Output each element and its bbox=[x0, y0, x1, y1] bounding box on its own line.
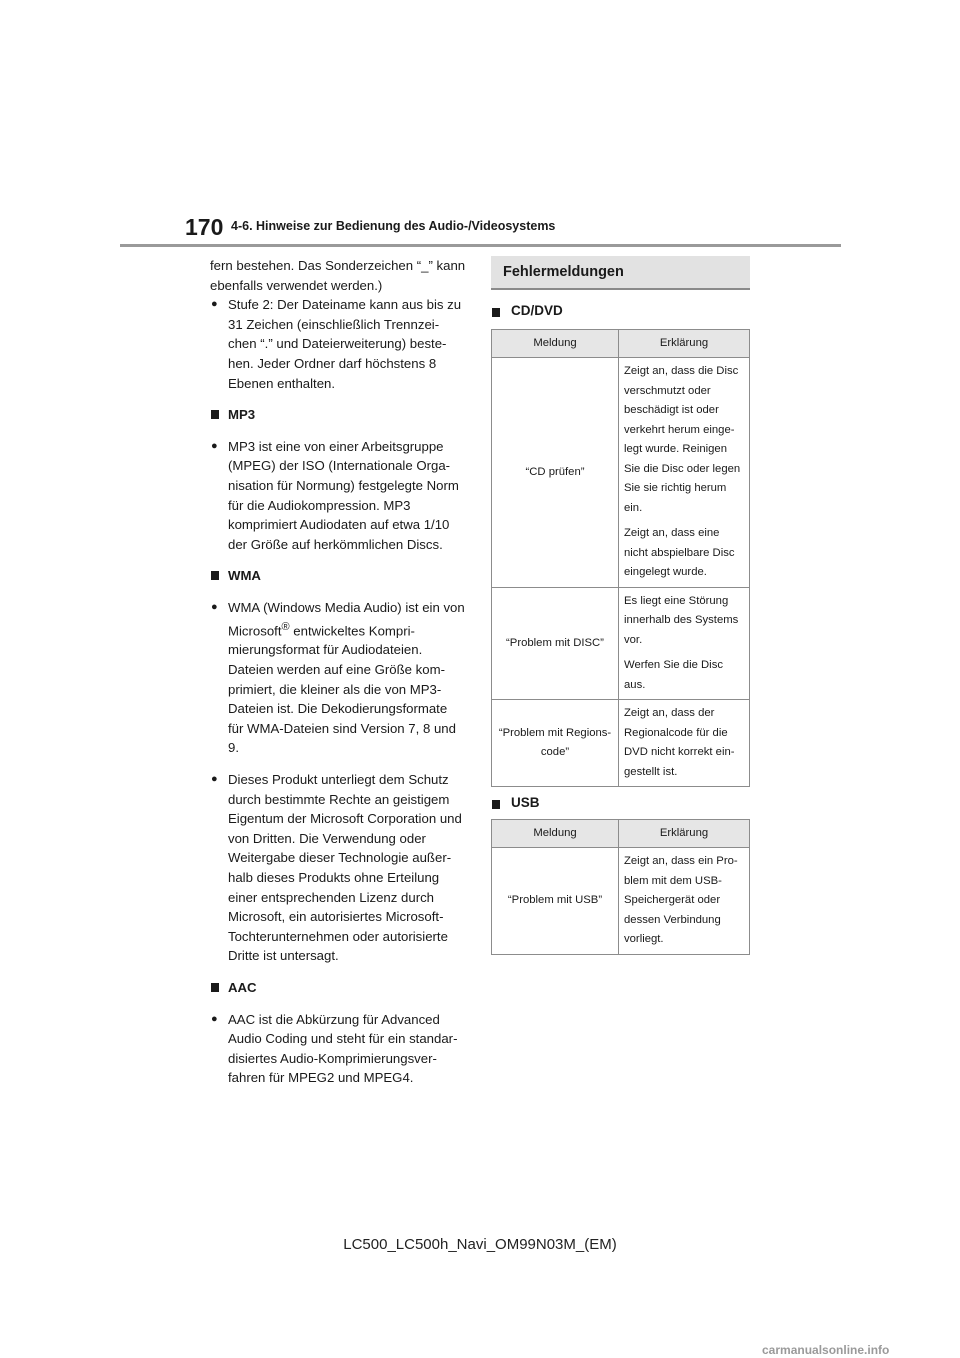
square-bullet-icon bbox=[492, 800, 500, 809]
bullet-item bbox=[210, 1010, 466, 1088]
bullet-text: Dieses Produkt unterliegt dem Schutz durch bestimmte Rechte an geistigem Eigentum der Microsoft Corporation und von Dritten. Die Verwendung oder Weitergabe dieser Technologie außer-halb dieses Produkts ohne Erteilung einer entsprechenden Lizenz durch Microsoft, ein autorisiertes Microsoft-Tochterunternehmen oder autorisierte Dritte ist untersagt. bbox=[228, 772, 462, 964]
subheading-text: CD/DVD bbox=[511, 303, 563, 318]
usb-table bbox=[491, 819, 750, 955]
table-row bbox=[492, 700, 750, 787]
bullet-icon: ● bbox=[211, 298, 218, 311]
square-bullet-icon bbox=[211, 983, 219, 992]
cd-dvd-table bbox=[491, 329, 750, 787]
table-header-row bbox=[492, 330, 750, 358]
bullet-item bbox=[210, 295, 466, 393]
cd-table-body bbox=[492, 358, 750, 787]
watermark: carmanualsonline.info bbox=[762, 1343, 890, 1357]
message-cell: “Problem mit DISC” bbox=[492, 587, 619, 700]
message-cell: “Problem mit USB” bbox=[492, 848, 619, 955]
explanation-cell bbox=[619, 700, 750, 787]
bullet-text: Stufe 2: Der Dateiname kann aus bis zu 31 Zeichen (einschließlich Trennzei-chen “.” und Dateierweiterung) beste-hen. Jeder Ordner darf höchstens 8 Ebenen enthalten. bbox=[228, 297, 462, 391]
explanation-paragraph: Zeigt an, dass ein Pro-blem mit dem USB-Speichergerät oder dessen Verbindung vorliegt. bbox=[624, 855, 738, 945]
explanation-paragraph: Werfen Sie die Disc aus. bbox=[624, 659, 723, 691]
header-divider bbox=[120, 244, 841, 247]
table-header-row bbox=[492, 820, 750, 848]
message-cell: “Problem mit Regions-code” bbox=[492, 700, 619, 787]
table-row bbox=[492, 848, 750, 955]
left-column bbox=[210, 256, 466, 1100]
section-heading-aac bbox=[210, 978, 466, 998]
manual-id: LC500_LC500h_Navi_OM99N03M_(EM) bbox=[343, 1236, 617, 1253]
subheading-text: USB bbox=[511, 795, 540, 810]
chapter-title: 4-6. Hinweise zur Bedienung des Audio-/Videosystems bbox=[231, 219, 556, 233]
square-bullet-icon bbox=[211, 571, 219, 580]
heading-text: AAC bbox=[228, 979, 257, 995]
table-row bbox=[492, 358, 750, 588]
bullet-item bbox=[210, 598, 466, 758]
explanation-paragraph: Zeigt an, dass die Disc verschmutzt oder beschädigt ist oder verkehrt herum einge-legt wurde. Reinigen Sie die Disc oder legen Sie sie richtig herum ein. bbox=[624, 365, 741, 514]
bullet-text: AAC ist die Abkürzung für Advanced Audio Coding und steht für ein standar-disiertes Audio-Komprimierungsver-fahren für MPEG2 und MPEG4. bbox=[228, 1011, 458, 1086]
wma-text-part-b: entwickeltes Kompri-mierungsformat für Audiodateien. Dateien werden auf eine Größe kom-primiert, die kleiner als die von MP3-Dateien ist. Die Dekodierungsformate für WMA-Dateien sind Version 7, 8 und 9. bbox=[228, 622, 456, 756]
square-bullet-icon bbox=[492, 308, 500, 317]
bullet-icon: ● bbox=[211, 773, 218, 786]
explanation-cell bbox=[619, 358, 750, 588]
bullet-item bbox=[210, 770, 466, 966]
registered-mark: ® bbox=[281, 620, 290, 633]
bullet-icon: ● bbox=[211, 1012, 218, 1025]
column-header-explanation: Erklärung bbox=[619, 330, 750, 358]
square-bullet-icon bbox=[211, 410, 219, 419]
section-heading-wma bbox=[210, 566, 466, 586]
column-header-explanation: Erklärung bbox=[619, 820, 750, 848]
column-header-message: Meldung bbox=[492, 330, 619, 358]
bullet-text bbox=[228, 598, 466, 758]
heading-text: MP3 bbox=[228, 407, 256, 423]
wma-text-part-a: WMA (Windows Media Audio) ist ein von Microsoft bbox=[228, 599, 465, 638]
bullet-text: MP3 ist eine von einer Arbeitsgruppe (MPEG) der ISO (Internationale Orga-nisation für Normung) festgelegte Norm für die Audiokompression. MP3 komprimiert Audiodaten auf etwa 1/10 der Größe auf herkömmlichen Discs. bbox=[228, 438, 459, 552]
usb-table-body bbox=[492, 848, 750, 955]
message-cell: “CD prüfen” bbox=[492, 358, 619, 588]
column-header-message: Meldung bbox=[492, 820, 619, 848]
bullet-icon: ● bbox=[211, 439, 218, 452]
right-column bbox=[491, 256, 750, 955]
explanation-cell bbox=[619, 587, 750, 700]
explanation-paragraph: Zeigt an, dass der Regionalcode für die DVD nicht korrekt ein-gestellt ist. bbox=[624, 707, 735, 778]
subheading-cd-dvd bbox=[491, 303, 750, 318]
section-heading-mp3 bbox=[210, 405, 466, 425]
explanation-cell bbox=[619, 848, 750, 955]
explanation-paragraph: Es liegt eine Störung innerhalb des Systems vor. bbox=[624, 594, 739, 646]
continuation-text: fern bestehen. Das Sonderzeichen “_” kann ebenfalls verwendet werden.) bbox=[210, 258, 466, 293]
bullet-item bbox=[210, 437, 466, 555]
heading-text: WMA bbox=[228, 568, 261, 584]
explanation-paragraph: Zeigt an, dass eine nicht abspielbare Disc eingelegt wurde. bbox=[624, 527, 735, 578]
page-number: 170 bbox=[185, 214, 224, 240]
table-row bbox=[492, 587, 750, 700]
bullet-icon: ● bbox=[211, 600, 218, 613]
error-messages-title: Fehlermeldungen bbox=[491, 256, 750, 290]
subheading-usb bbox=[491, 795, 750, 810]
